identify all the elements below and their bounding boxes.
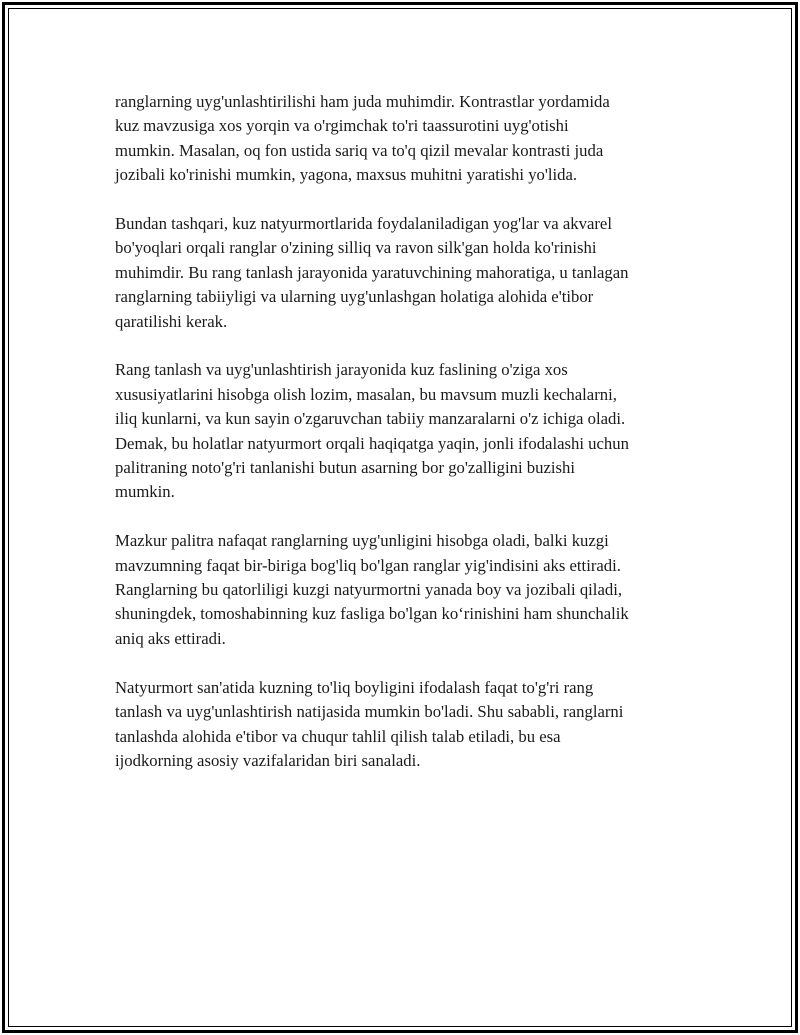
text-line: ranglarning tabiiyligi va ularning uyg'unlashgan holatiga alohida e'tibor [115,287,594,307]
text-line: jozibali ko'rinishi mumkin, yagona, maxsus muhitni yaratishi yo'lida. [115,165,578,185]
paragraph [115,529,725,651]
text-line: kuz mavzusiga xos yorqin va o'rgimchak to'ri taassurotini uyg'otishi [115,116,569,136]
text-line: muhimdir. Bu rang tanlash jarayonida yaratuvchining mahoratiga, u tanlagan [115,262,629,282]
text-line: Ranglarning bu qatorliligi kuzgi natyurmortni yanada boy va jozibali qiladi, [115,580,622,600]
text-line: mumkin. [115,482,175,502]
text-line: ranglarning uyg'unlashtirilishi ham juda muhimdir. Kontrastlar yordamida [115,92,610,111]
text-line: palitraning noto'g'ri tanlanishi butun asarning bor go'zalligini buzishi [115,458,575,478]
paragraph [115,90,725,188]
text-line: Bundan tashqari, kuz natyurmortlarida foydalaniladigan yog'lar va akvarel [115,214,612,234]
text-line: ijodkorning asosiy vazifalaridan biri sanaladi. [115,750,421,770]
paragraph [115,358,725,504]
text-line: xususiyatlarini hisobga olish lozim, masalan, bu mavsum muzli kechalarni, [115,384,617,404]
text-line: mavzumning faqat bir-biriga bog'liq bo'lgan ranglar yig'indisini aks ettiradi. [115,555,621,575]
text-line: qaratilishi kerak. [115,311,228,331]
text-line: Natyurmort san'atida kuzning to'liq boyligini ifodalash faqat to'g'ri rang [115,677,594,697]
paragraph [115,676,725,774]
text-line: shuningdek, tomoshabinning kuz fasliga bo'lgan ko‘rinishini ham shunchalik [115,604,629,624]
text-line: mumkin. Masalan, oq fon ustida sariq va to'q qizil mevalar kontrasti juda [115,140,604,160]
text-line: Mazkur palitra nafaqat ranglarning uyg'unligini hisobga oladi, balki kuzgi [115,531,609,551]
text-line: iliq kunlarni, va kun sayin o'zgaruvchan tabiiy manzaralarni o'z ichiga oladi. [115,409,626,429]
text-line: Demak, bu holatlar natyurmort orqali haqiqatga yaqin, jonli ifodalashi uchun [115,433,629,453]
document-body [115,90,725,798]
text-line: bo'yoqlari orqali ranglar o'zining silliq va ravon silk'gan holda ko'rinishi [115,238,597,258]
text-line: tanlashda alohida e'tibor va chuqur tahlil qilish talab etiladi, bu esa [115,726,561,746]
text-line: aniq aks ettiradi. [115,628,226,648]
text-line: tanlash va uyg'unlashtirish natijasida mumkin bo'ladi. Shu sababli, ranglarni [115,702,624,722]
text-line: Rang tanlash va uyg'unlashtirish jarayonida kuz faslining o'ziga xos [115,360,568,380]
paragraph [115,212,725,334]
